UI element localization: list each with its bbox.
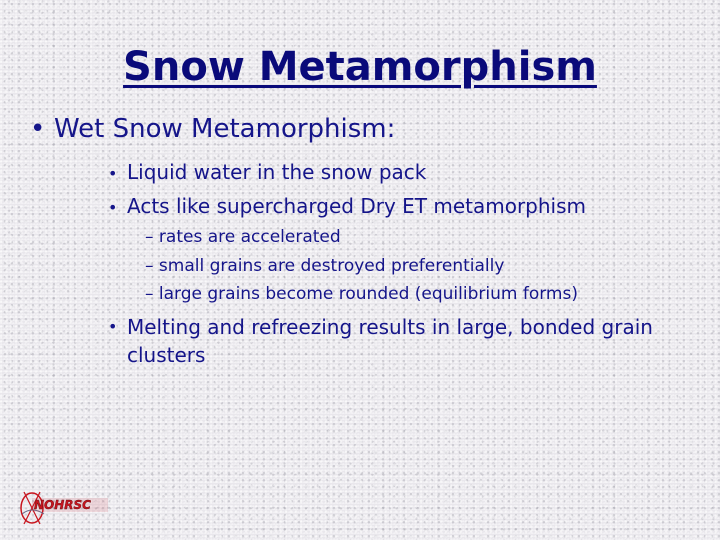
bullet-level2-a-text: Liquid water in the snow pack [127,160,427,184]
bullet-icon: • [108,164,118,183]
bullet-level3-1-text: rates are accelerated [158,227,341,247]
bullet-level2-b-text: Acts like supercharged Dry ET metamorphism [127,194,587,218]
bullet-level2-c [108,313,698,369]
bullet-icon: • [108,198,118,217]
bullet-level1 [30,114,395,144]
bullet-icon: • [30,114,46,144]
bullet-level2-a [108,158,698,188]
bullet-level1-text: Wet Snow Metamorphism: [54,114,396,144]
logo-text: NOHRSC [34,498,91,512]
slide-title-text: Snow Metamorphism [123,44,597,90]
dash-icon: – [145,256,154,276]
bullet-level3-3 [145,284,578,304]
bullet-level2-b [108,192,698,222]
dash-icon: – [145,227,154,247]
bullet-level3-3-text: large grains become rounded (equilibrium forms) [158,284,578,304]
slide-title [0,44,720,90]
bullet-level2-c-line1: Melting and refreezing results in large, bonded grain [127,315,653,339]
bullet-level3-2 [145,256,504,276]
bullet-icon: • [108,317,118,336]
dash-icon: – [145,284,154,304]
bullet-level2-c-line2: clusters [127,343,206,367]
bullet-level3-1 [145,227,341,247]
bullet-level3-2-text: small grains are destroyed preferentially [158,256,505,276]
nohrsc-logo [18,484,118,526]
